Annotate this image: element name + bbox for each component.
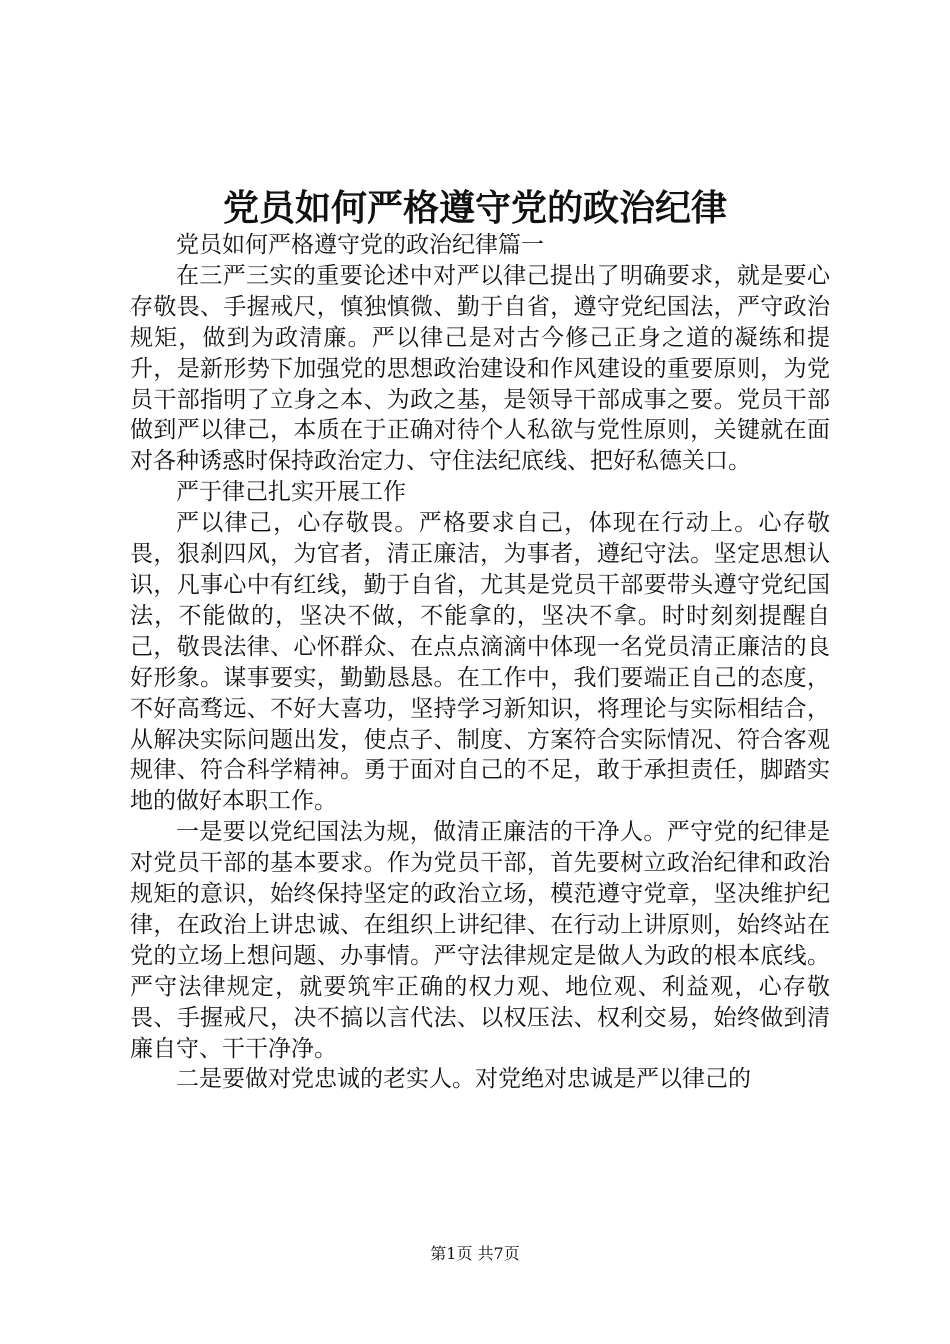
document-body xyxy=(130,230,830,1095)
section-heading: 党员如何严格遵守党的政治纪律篇一 xyxy=(176,232,544,258)
body-paragraph: 严以律己，心存敬畏。严格要求自己，体现在行动上。心存敬畏，狠刹四风，为官者，清正廉洁，为事者，遵纪守法。坚定思想认识，凡事心中有红线，勤于自省，尤其是党员干部要带头遵守党纪国法，不能做的，坚决不做，不能拿的，坚决不拿。时时刻刻提醒自己，敬畏法律、心怀群众、在点点滴滴中体现一名党员清正廉洁的良好形象。谋事要实，勤勤恳恳。在工作中，我们要端正自己的态度，不好高骛远、不好大喜功，坚持学习新知识，将理论与实际相结合，从解决实际问题出发，使点子、制度、方案符合实际情况、符合客观规律、符合科学精神。勇于面对自己的不足，敢于承担责任，脚踏实地的做好本职工作。 xyxy=(130,510,830,815)
body-paragraph: 在三严三实的重要论述中对严以律己提出了明确要求，就是要心存敬畏、手握戒尺，慎独慎微、勤于自省，遵守党纪国法，严守政治规矩，做到为政清廉。严以律己是对古今修己正身之道的凝练和提升，是新形势下加强党的思想政治建设和作风建设的重要原则，为党员干部指明了立身之本、为政之基，是领导干部成事之要。党员干部做到严以律己，本质在于正确对待个人私欲与党性原则，关键就在面对各种诱惑时保持政治定力、守住法纪底线、把好私德关口。 xyxy=(130,262,830,475)
section-heading: 严于律己扎实开展工作 xyxy=(176,479,406,506)
body-paragraph: 二是要做对党忠诚的老实人。对党绝对忠诚是严以律己的 xyxy=(176,1066,751,1093)
body-paragraph: 一是要以党纪国法为规，做清正廉洁的干净人。严守党的纪律是对党员干部的基本要求。作为党员干部，首先要树立政治纪律和政治规矩的意识，始终保持坚定的政治立场，模范遵守党章，坚决维护纪律，在政治上讲忠诚、在组织上讲纪律、在行动上讲原则，始终站在党的立场上想问题、办事情。严守法律规定是做人为政的根本底线。严守法律规定，就要筑牢正确的权力观、地位观、利益观，心存敬畏、手握戒尺，决不搞以言代法、以权压法、权利交易，始终做到清廉自守、干干净净。 xyxy=(130,819,830,1062)
document-title: 党员如何严格遵守党的政治纪律 xyxy=(222,187,727,229)
page-number-footer: 第1页 共7页 xyxy=(430,1244,520,1263)
